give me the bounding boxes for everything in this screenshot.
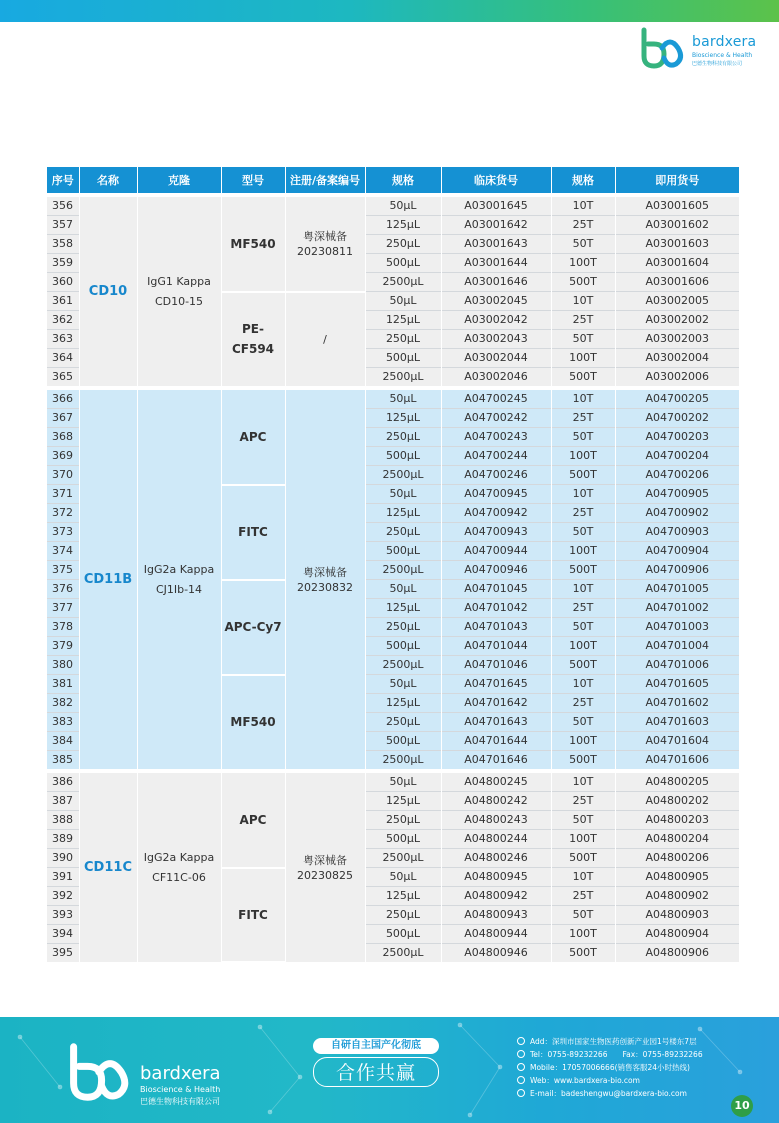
logo-mark-footer-icon xyxy=(68,1037,138,1107)
footer-banner xyxy=(0,1017,779,1123)
contact-address xyxy=(517,1035,742,1048)
cell-spec-2: 10T xyxy=(551,675,615,694)
slogan-top: 自研自主国产化彻底 xyxy=(313,1038,439,1054)
cell-clinical-code: A03002044 xyxy=(441,349,551,368)
cell-seq: 377 xyxy=(47,599,79,618)
cell-seq: 386 xyxy=(47,771,79,792)
cell-spec-2: 50T xyxy=(551,713,615,732)
cell-model: FITC xyxy=(221,868,285,963)
cell-ready-code: A04700904 xyxy=(615,542,739,561)
cell-model: APC-Cy7 xyxy=(221,580,285,675)
cell-model: APC xyxy=(221,388,285,485)
cell-spec-2: 10T xyxy=(551,771,615,792)
brand-tagline-cn: 巴德生物科技有限公司 xyxy=(692,61,743,67)
header-model: 型号 xyxy=(221,167,285,195)
cell-spec: 2500μL xyxy=(365,656,441,675)
cell-spec-2: 500T xyxy=(551,561,615,580)
cell-ready-code: A04701605 xyxy=(615,675,739,694)
cell-seq: 385 xyxy=(47,751,79,772)
cell-seq: 379 xyxy=(47,637,79,656)
table-row xyxy=(47,388,739,409)
cell-spec: 125μL xyxy=(365,792,441,811)
cell-spec-2: 50T xyxy=(551,330,615,349)
cell-seq: 394 xyxy=(47,925,79,944)
cell-clinical-code: A04701646 xyxy=(441,751,551,772)
product-table xyxy=(47,167,739,963)
cell-model: PE-CF594 xyxy=(221,292,285,389)
cell-ready-code: A04701003 xyxy=(615,618,739,637)
cell-clinical-code: A04700245 xyxy=(441,388,551,409)
cell-seq: 369 xyxy=(47,447,79,466)
cell-clinical-code: A03002043 xyxy=(441,330,551,349)
cell-spec-2: 25T xyxy=(551,599,615,618)
cell-spec: 50μL xyxy=(365,868,441,887)
cell-clinical-code: A04701642 xyxy=(441,694,551,713)
cell-seq: 370 xyxy=(47,466,79,485)
cell-ready-code: A04701006 xyxy=(615,656,739,675)
cell-spec-2: 500T xyxy=(551,273,615,292)
cell-clinical-code: A04700244 xyxy=(441,447,551,466)
header-ready-code: 即用货号 xyxy=(615,167,739,195)
cell-clone: IgG1 Kappa CD10-15 xyxy=(137,195,221,388)
cell-ready-code: A04700906 xyxy=(615,561,739,580)
cell-clinical-code: A04700945 xyxy=(441,485,551,504)
cell-spec: 50μL xyxy=(365,675,441,694)
cell-clinical-code: A03001644 xyxy=(441,254,551,273)
table-header-row xyxy=(47,167,739,195)
cell-seq: 387 xyxy=(47,792,79,811)
brand-logo-top xyxy=(640,26,775,70)
cell-spec: 2500μL xyxy=(365,368,441,389)
cell-ready-code: A04800206 xyxy=(615,849,739,868)
cell-spec: 250μL xyxy=(365,811,441,830)
cell-spec: 500μL xyxy=(365,925,441,944)
cell-clinical-code: A04701645 xyxy=(441,675,551,694)
cell-seq: 372 xyxy=(47,504,79,523)
cell-ready-code: A04700206 xyxy=(615,466,739,485)
cell-clinical-code: A04700242 xyxy=(441,409,551,428)
cell-clinical-code: A04800242 xyxy=(441,792,551,811)
cell-clone: IgG2a Kappa CJ1Ib-14 xyxy=(137,388,221,771)
cell-spec: 125μL xyxy=(365,887,441,906)
cell-spec-2: 10T xyxy=(551,388,615,409)
cell-ready-code: A03002005 xyxy=(615,292,739,311)
contact-mobile xyxy=(517,1061,742,1074)
cell-spec-2: 25T xyxy=(551,311,615,330)
cell-seq: 395 xyxy=(47,944,79,963)
cell-seq: 364 xyxy=(47,349,79,368)
cell-clinical-code: A04800244 xyxy=(441,830,551,849)
cell-ready-code: A04701002 xyxy=(615,599,739,618)
cell-spec-2: 25T xyxy=(551,216,615,235)
cell-seq: 374 xyxy=(47,542,79,561)
cell-ready-code: A04700203 xyxy=(615,428,739,447)
table-row xyxy=(47,771,739,792)
product-group xyxy=(47,388,739,771)
cell-clone: IgG2a Kappa CF11C-06 xyxy=(137,771,221,962)
cell-spec-2: 25T xyxy=(551,409,615,428)
cell-clinical-code: A04700946 xyxy=(441,561,551,580)
cell-seq: 363 xyxy=(47,330,79,349)
cell-spec-2: 500T xyxy=(551,849,615,868)
cell-clinical-code: A03001642 xyxy=(441,216,551,235)
cell-clinical-code: A04700944 xyxy=(441,542,551,561)
phone-icon xyxy=(517,1050,525,1058)
contact-address-text: Add：深圳市国家生物医药创新产业园1号楼东7层 xyxy=(530,1037,697,1046)
cell-seq: 373 xyxy=(47,523,79,542)
brand-name: bardxera xyxy=(692,34,757,50)
cell-spec: 250μL xyxy=(365,523,441,542)
cell-clinical-code: A04800943 xyxy=(441,906,551,925)
cell-ready-code: A04701604 xyxy=(615,732,739,751)
cell-seq: 362 xyxy=(47,311,79,330)
cell-ready-code: A04800205 xyxy=(615,771,739,792)
cell-spec: 50μL xyxy=(365,485,441,504)
cell-ready-code: A04700204 xyxy=(615,447,739,466)
footer-tagline-en: Bioscience & Health xyxy=(140,1085,221,1094)
cell-ready-code: A04800904 xyxy=(615,925,739,944)
header-registration: 注册/备案编号 xyxy=(285,167,365,195)
cell-clinical-code: A04701643 xyxy=(441,713,551,732)
cell-clinical-code: A04700943 xyxy=(441,523,551,542)
location-icon xyxy=(517,1037,525,1045)
cell-spec: 250μL xyxy=(365,235,441,254)
cell-registration: 粤深械备 20230811 xyxy=(285,195,365,292)
cell-seq: 380 xyxy=(47,656,79,675)
cell-seq: 378 xyxy=(47,618,79,637)
cell-seq: 390 xyxy=(47,849,79,868)
cell-spec-2: 100T xyxy=(551,830,615,849)
cell-spec-2: 100T xyxy=(551,637,615,656)
cell-seq: 360 xyxy=(47,273,79,292)
cell-seq: 381 xyxy=(47,675,79,694)
cell-spec-2: 100T xyxy=(551,447,615,466)
cell-ready-code: A04701606 xyxy=(615,751,739,772)
cell-ready-code: A04700903 xyxy=(615,523,739,542)
cell-spec: 500μL xyxy=(365,447,441,466)
cell-clinical-code: A04701045 xyxy=(441,580,551,599)
cell-ready-code: A04700202 xyxy=(615,409,739,428)
cell-ready-code: A04800202 xyxy=(615,792,739,811)
cell-model: MF540 xyxy=(221,675,285,772)
slogan xyxy=(313,1035,439,1105)
cell-spec-2: 50T xyxy=(551,428,615,447)
cell-seq: 357 xyxy=(47,216,79,235)
cell-spec-2: 50T xyxy=(551,618,615,637)
cell-model: APC xyxy=(221,771,285,868)
cell-clinical-code: A04800243 xyxy=(441,811,551,830)
cell-spec-2: 500T xyxy=(551,656,615,675)
cell-ready-code: A04800903 xyxy=(615,906,739,925)
cell-spec: 2500μL xyxy=(365,273,441,292)
cell-spec-2: 25T xyxy=(551,694,615,713)
cell-model: MF540 xyxy=(221,195,285,292)
cell-spec-2: 10T xyxy=(551,195,615,216)
cell-ready-code: A03001606 xyxy=(615,273,739,292)
cell-seq: 368 xyxy=(47,428,79,447)
cell-spec-2: 500T xyxy=(551,751,615,772)
cell-spec: 125μL xyxy=(365,694,441,713)
cell-seq: 361 xyxy=(47,292,79,311)
cell-spec-2: 25T xyxy=(551,792,615,811)
cell-spec: 250μL xyxy=(365,713,441,732)
cell-seq: 375 xyxy=(47,561,79,580)
cell-clinical-code: A04700942 xyxy=(441,504,551,523)
cell-spec: 125μL xyxy=(365,504,441,523)
cell-ready-code: A03002004 xyxy=(615,349,739,368)
cell-seq: 384 xyxy=(47,732,79,751)
cell-spec-2: 100T xyxy=(551,925,615,944)
cell-spec: 2500μL xyxy=(365,466,441,485)
header-spec: 规格 xyxy=(365,167,441,195)
contact-info xyxy=(517,1035,742,1100)
contact-web-text[interactable]: Web：www.bardxera-bio.com xyxy=(530,1076,640,1085)
cell-ready-code: A03002002 xyxy=(615,311,739,330)
logo-mark-icon xyxy=(640,26,690,70)
cell-spec-2: 500T xyxy=(551,466,615,485)
mobile-icon xyxy=(517,1063,525,1071)
cell-clinical-code: A03002045 xyxy=(441,292,551,311)
cell-seq: 367 xyxy=(47,409,79,428)
cell-ready-code: A03002003 xyxy=(615,330,739,349)
cell-seq: 389 xyxy=(47,830,79,849)
cell-spec-2: 10T xyxy=(551,485,615,504)
cell-spec: 250μL xyxy=(365,906,441,925)
cell-ready-code: A04700205 xyxy=(615,388,739,409)
globe-icon xyxy=(517,1076,525,1084)
cell-clinical-code: A04800246 xyxy=(441,849,551,868)
cell-registration: 粤深械备 20230832 xyxy=(285,388,365,771)
contact-phone-text: Tel：0755-89232266 Fax：0755-89232266 xyxy=(530,1050,703,1059)
cell-clinical-code: A04800945 xyxy=(441,868,551,887)
cell-seq: 359 xyxy=(47,254,79,273)
header-spec-2: 规格 xyxy=(551,167,615,195)
cell-spec-2: 10T xyxy=(551,580,615,599)
header-clone: 克隆 xyxy=(137,167,221,195)
cell-spec: 500μL xyxy=(365,349,441,368)
cell-spec-2: 500T xyxy=(551,368,615,389)
cell-clinical-code: A03002042 xyxy=(441,311,551,330)
cell-ready-code: A04800902 xyxy=(615,887,739,906)
product-group xyxy=(47,771,739,962)
cell-ready-code: A04701005 xyxy=(615,580,739,599)
cell-spec: 50μL xyxy=(365,292,441,311)
cell-spec-2: 25T xyxy=(551,504,615,523)
cell-ready-code: A03001602 xyxy=(615,216,739,235)
cell-product-name: CD11B xyxy=(79,388,137,771)
cell-spec: 500μL xyxy=(365,637,441,656)
cell-spec: 125μL xyxy=(365,409,441,428)
cell-clinical-code: A04800245 xyxy=(441,771,551,792)
cell-ready-code: A04700902 xyxy=(615,504,739,523)
cell-registration: / xyxy=(285,292,365,389)
cell-seq: 388 xyxy=(47,811,79,830)
cell-clinical-code: A03001645 xyxy=(441,195,551,216)
cell-spec: 2500μL xyxy=(365,849,441,868)
cell-spec: 250μL xyxy=(365,618,441,637)
cell-spec: 2500μL xyxy=(365,561,441,580)
cell-seq: 371 xyxy=(47,485,79,504)
cell-seq: 366 xyxy=(47,388,79,409)
cell-model: FITC xyxy=(221,485,285,580)
cell-ready-code: A03001604 xyxy=(615,254,739,273)
cell-ready-code: A04701603 xyxy=(615,713,739,732)
cell-spec-2: 500T xyxy=(551,944,615,963)
contact-phone xyxy=(517,1048,742,1061)
cell-product-name: CD10 xyxy=(79,195,137,388)
product-group xyxy=(47,195,739,388)
cell-clinical-code: A04701044 xyxy=(441,637,551,656)
footer-brand-name: bardxera xyxy=(140,1063,221,1084)
cell-clinical-code: A04700243 xyxy=(441,428,551,447)
header-name: 名称 xyxy=(79,167,137,195)
cell-ready-code: A03002006 xyxy=(615,368,739,389)
contact-email-text[interactable]: E-mail：badeshengwu@bardxera-bio.com xyxy=(530,1089,687,1098)
cell-clinical-code: A04701042 xyxy=(441,599,551,618)
cell-clinical-code: A04800942 xyxy=(441,887,551,906)
cell-ready-code: A03001605 xyxy=(615,195,739,216)
cell-spec-2: 50T xyxy=(551,906,615,925)
cell-ready-code: A04800204 xyxy=(615,830,739,849)
cell-spec-2: 100T xyxy=(551,732,615,751)
cell-spec-2: 50T xyxy=(551,811,615,830)
cell-ready-code: A04800905 xyxy=(615,868,739,887)
cell-clinical-code: A03002046 xyxy=(441,368,551,389)
cell-spec-2: 50T xyxy=(551,235,615,254)
cell-spec-2: 100T xyxy=(551,542,615,561)
cell-spec-2: 10T xyxy=(551,292,615,311)
cell-ready-code: A04800906 xyxy=(615,944,739,963)
cell-clinical-code: A03001643 xyxy=(441,235,551,254)
top-gradient-bar xyxy=(0,0,779,22)
cell-spec: 50μL xyxy=(365,771,441,792)
slogan-main: 合作共赢 xyxy=(313,1057,439,1087)
cell-spec: 500μL xyxy=(365,830,441,849)
cell-seq: 358 xyxy=(47,235,79,254)
footer-tagline-cn: 巴德生物科技有限公司 xyxy=(140,1097,220,1106)
header-seq: 序号 xyxy=(47,167,79,195)
contact-web xyxy=(517,1074,742,1087)
page-number-badge: 10 xyxy=(731,1095,753,1117)
cell-spec-2: 100T xyxy=(551,254,615,273)
cell-seq: 392 xyxy=(47,887,79,906)
cell-spec: 500μL xyxy=(365,254,441,273)
brand-tagline-en: Bioscience & Health xyxy=(692,52,753,59)
cell-seq: 391 xyxy=(47,868,79,887)
cell-spec: 125μL xyxy=(365,216,441,235)
cell-clinical-code: A04701043 xyxy=(441,618,551,637)
cell-seq: 383 xyxy=(47,713,79,732)
mail-icon xyxy=(517,1089,525,1097)
cell-spec-2: 100T xyxy=(551,349,615,368)
cell-spec-2: 25T xyxy=(551,887,615,906)
cell-ready-code: A03001603 xyxy=(615,235,739,254)
cell-spec: 2500μL xyxy=(365,944,441,963)
cell-spec: 500μL xyxy=(365,732,441,751)
cell-clinical-code: A03001646 xyxy=(441,273,551,292)
brand-logo-footer xyxy=(68,1033,238,1113)
cell-seq: 365 xyxy=(47,368,79,389)
cell-seq: 356 xyxy=(47,195,79,216)
cell-spec: 50μL xyxy=(365,195,441,216)
table-row xyxy=(47,195,739,216)
cell-seq: 382 xyxy=(47,694,79,713)
cell-spec: 250μL xyxy=(365,428,441,447)
cell-registration: 粤深械备 20230825 xyxy=(285,771,365,962)
cell-ready-code: A04701004 xyxy=(615,637,739,656)
cell-spec: 250μL xyxy=(365,330,441,349)
cell-clinical-code: A04701644 xyxy=(441,732,551,751)
cell-clinical-code: A04800944 xyxy=(441,925,551,944)
contact-email xyxy=(517,1087,742,1100)
cell-seq: 376 xyxy=(47,580,79,599)
cell-spec: 50μL xyxy=(365,388,441,409)
cell-ready-code: A04800203 xyxy=(615,811,739,830)
cell-clinical-code: A04700246 xyxy=(441,466,551,485)
contact-mobile-text: Mobile：17057006666(销售客服24小时热线) xyxy=(530,1063,690,1072)
cell-spec: 500μL xyxy=(365,542,441,561)
cell-clinical-code: A04701046 xyxy=(441,656,551,675)
cell-product-name: CD11C xyxy=(79,771,137,962)
cell-spec: 125μL xyxy=(365,311,441,330)
cell-spec: 125μL xyxy=(365,599,441,618)
cell-spec-2: 50T xyxy=(551,523,615,542)
cell-clinical-code: A04800946 xyxy=(441,944,551,963)
cell-spec-2: 10T xyxy=(551,868,615,887)
cell-ready-code: A04701602 xyxy=(615,694,739,713)
cell-spec: 50μL xyxy=(365,580,441,599)
header-clinical-code: 临床货号 xyxy=(441,167,551,195)
cell-ready-code: A04700905 xyxy=(615,485,739,504)
cell-seq: 393 xyxy=(47,906,79,925)
cell-spec: 2500μL xyxy=(365,751,441,772)
